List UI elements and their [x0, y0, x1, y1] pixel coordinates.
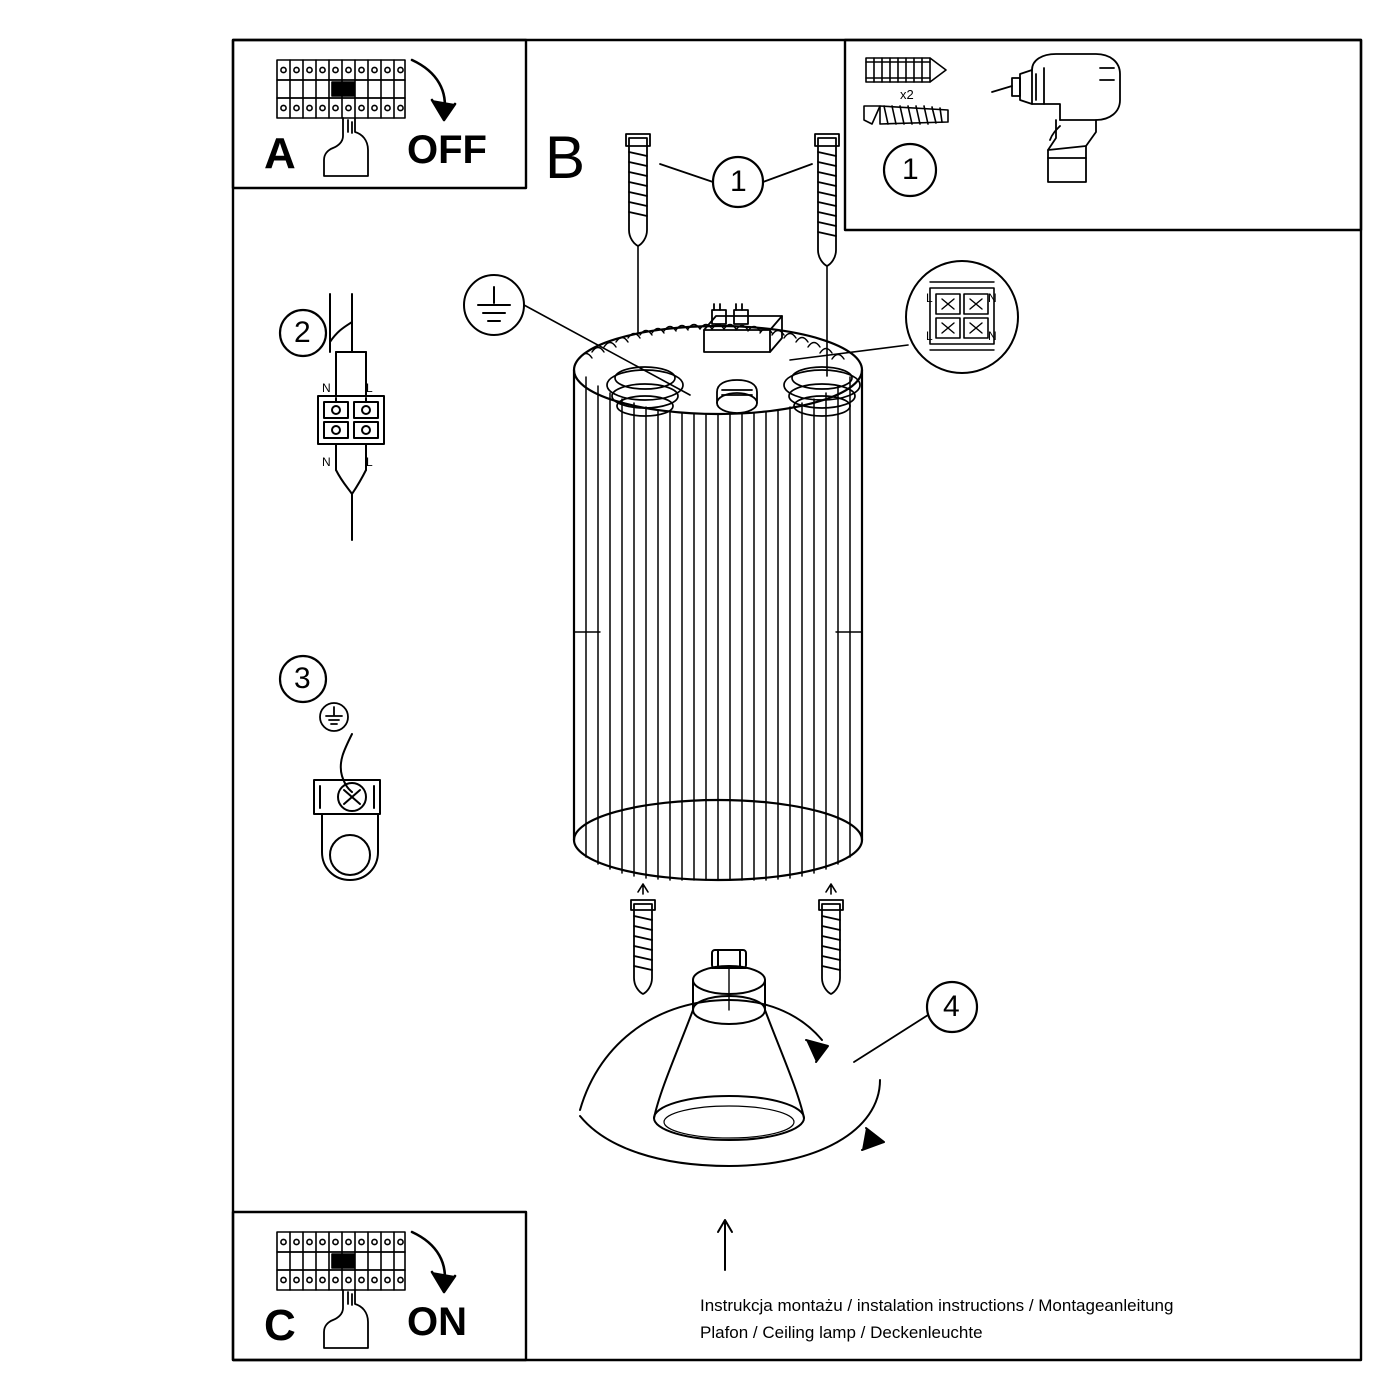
- detail-label-n-bottom: N: [988, 329, 997, 343]
- callout-3-number: 3: [294, 662, 311, 695]
- tools-quantity-label: x2: [900, 87, 914, 102]
- terminal-label-l-top: L: [366, 381, 373, 395]
- step-a-label: OFF: [407, 128, 487, 172]
- detail-label-l-top: L: [926, 291, 933, 305]
- callout-4-number: 4: [943, 990, 960, 1023]
- callout-2-number: 2: [294, 316, 311, 349]
- detail-label-l-bottom: L: [926, 329, 933, 343]
- step-c-label: ON: [407, 1300, 467, 1344]
- step-a-letter: A: [264, 129, 296, 178]
- step-b-letter: B: [545, 124, 586, 191]
- callout-1-drill-number: 1: [902, 153, 919, 186]
- step-c-letter: C: [264, 1301, 296, 1350]
- terminal-label-n-bottom: N: [322, 455, 331, 469]
- detail-label-n-top: N: [988, 291, 997, 305]
- terminal-label-l-bottom: L: [366, 455, 373, 469]
- footer-line-1: Instrukcja montażu / instalation instructions / Montageanleitung: [700, 1296, 1174, 1315]
- terminal-label-n-top: N: [322, 381, 331, 395]
- callout-1-screws-number: 1: [730, 165, 747, 198]
- footer-line-2: Plafon / Ceiling lamp / Deckenleuchte: [700, 1323, 983, 1342]
